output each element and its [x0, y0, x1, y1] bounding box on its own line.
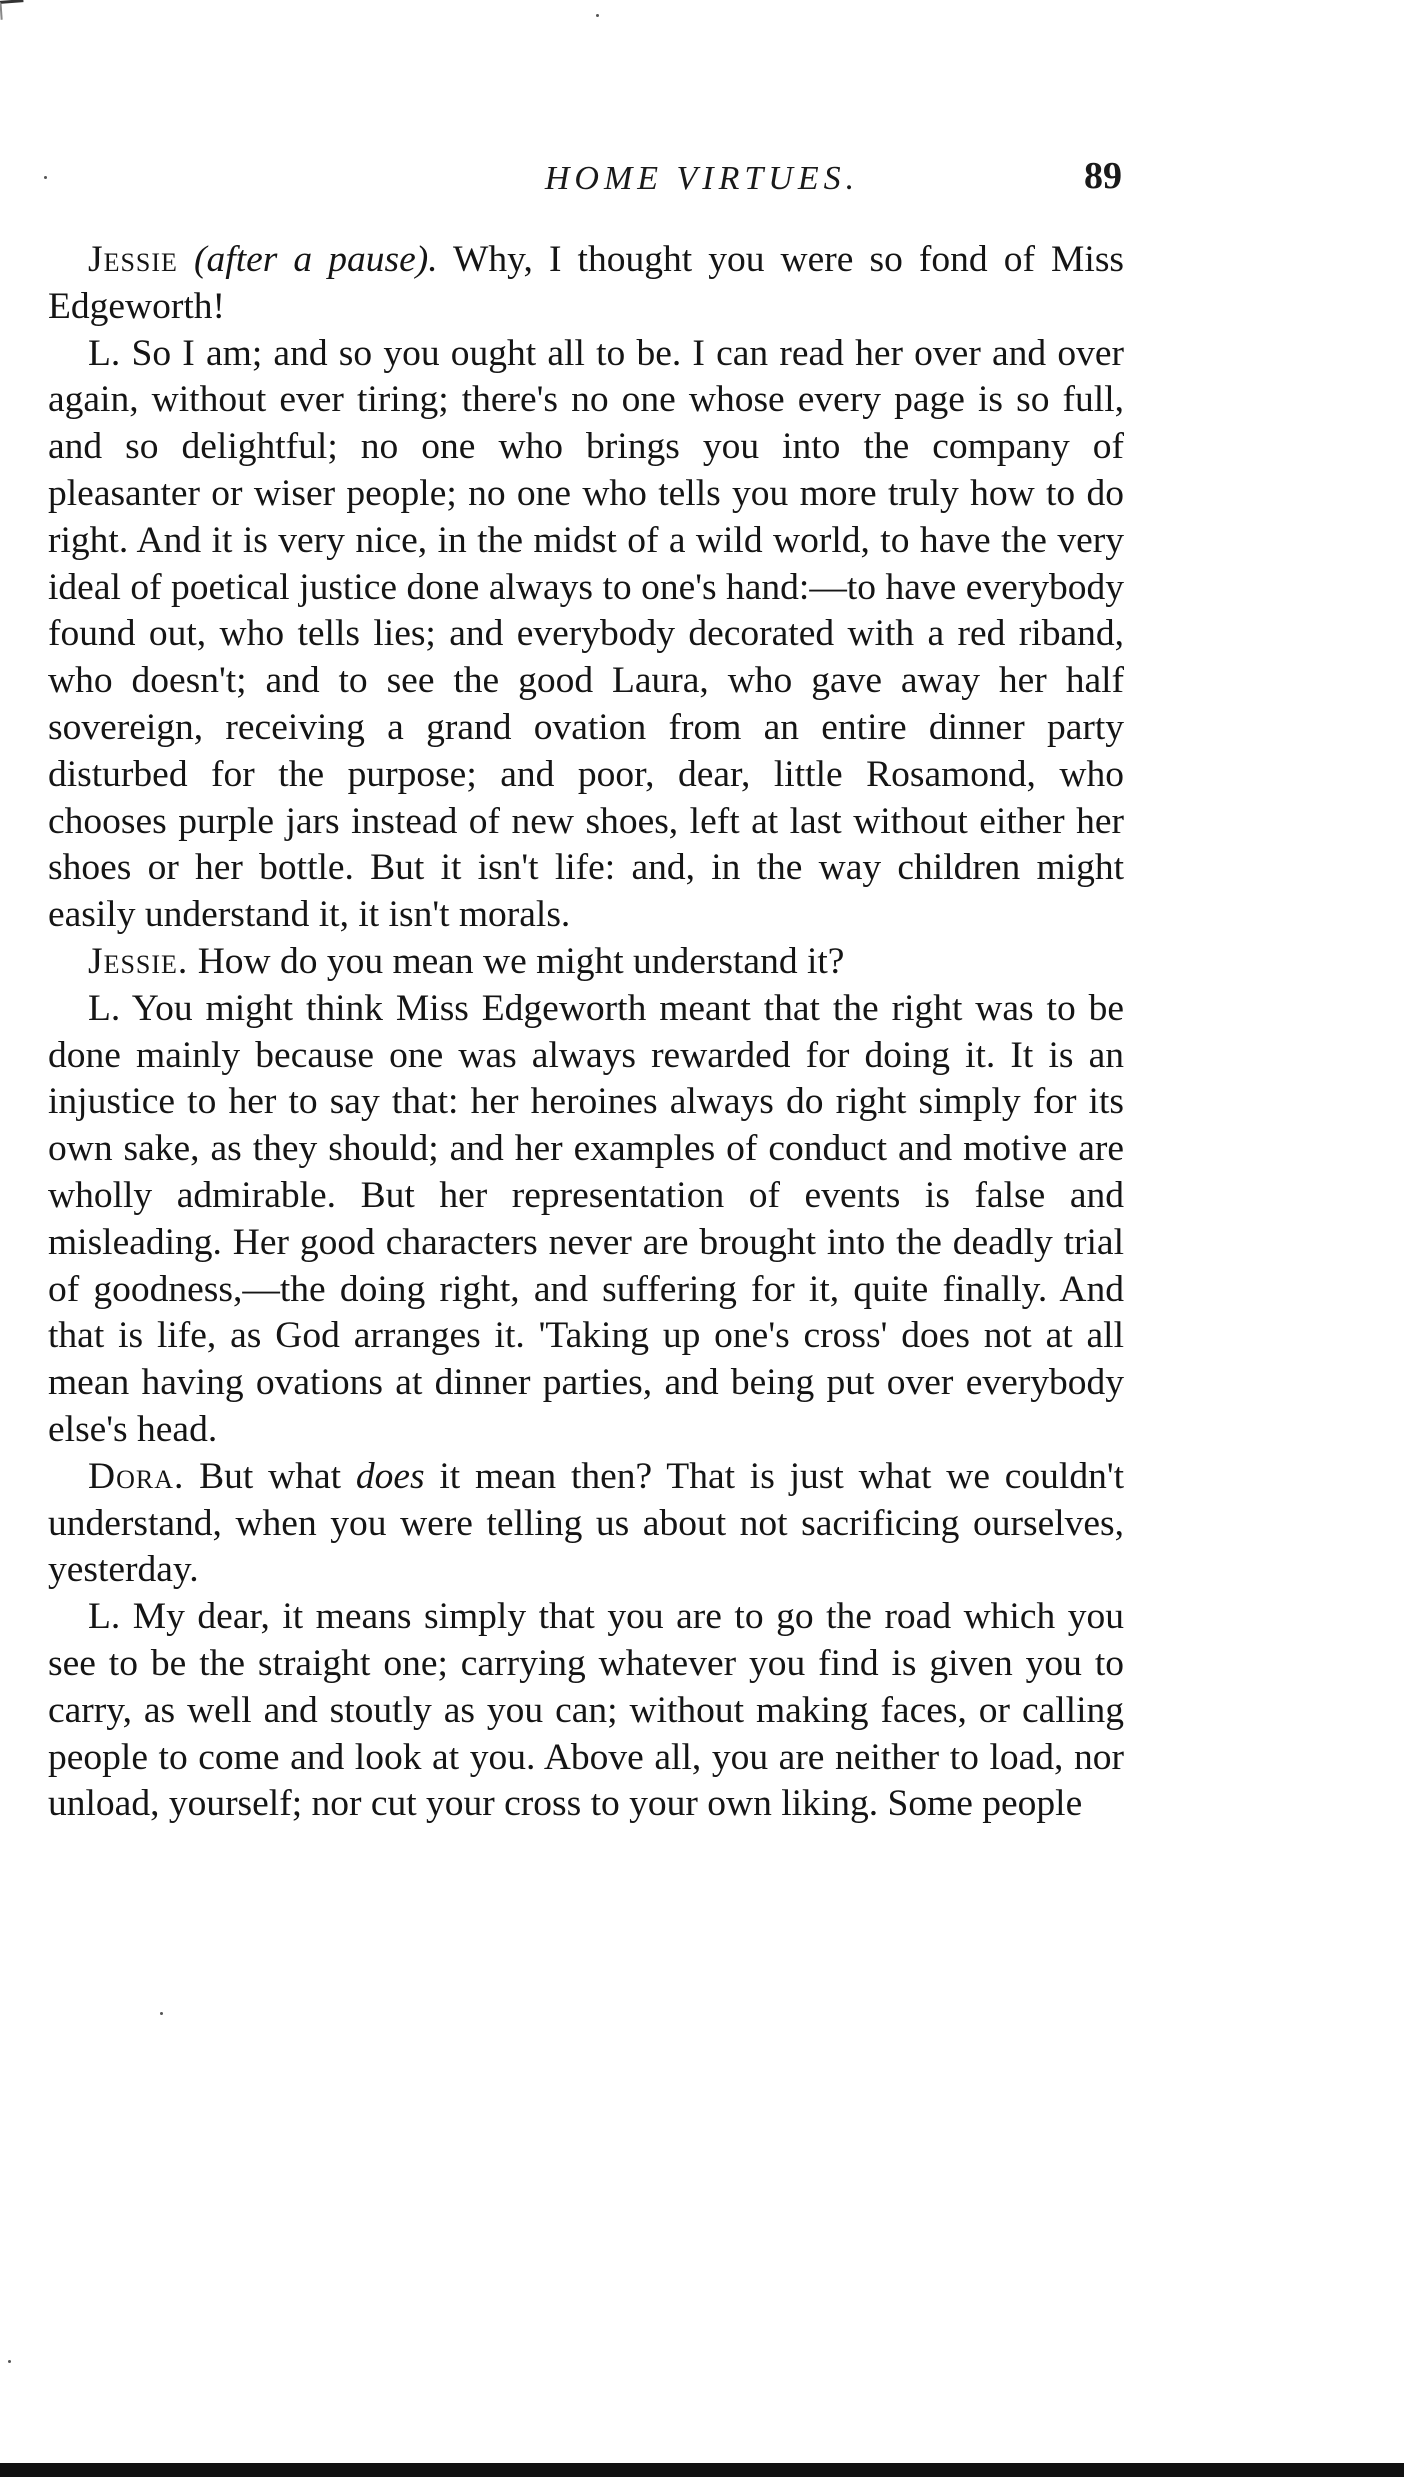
paragraph-l-3	[48, 1594, 1124, 1828]
paragraph-text: How do you mean we might understand it?	[188, 940, 845, 982]
page-speck	[44, 176, 47, 179]
speaker-name: Jessie	[88, 239, 178, 280]
page-speck	[596, 14, 599, 17]
paragraph-l-1	[48, 331, 1124, 939]
page-bottom-edge	[0, 2463, 1404, 2477]
speaker-name: Jessie.	[88, 940, 189, 982]
paragraph-dora	[48, 1454, 1124, 1594]
paragraph-jessie-2	[48, 939, 1124, 986]
speaker-name: L.	[88, 1596, 121, 1638]
paragraph-text: Why, I thought you were so fond of Miss Edgeworth!	[48, 239, 1125, 327]
running-title: HOME VIRTUES.	[544, 160, 860, 197]
page-number: 89	[1084, 155, 1122, 197]
paragraph-text: You might think Miss Edgeworth meant that the right was to be done mainly because one was always rewarded for doing it. It is an injustice to her to say that: her heroines always do right simply for its own sake, as they should; and her examples of conduct and motive are wholly admirable. But her representation of events is false and misleading. Her good characters never are brought into the deadly trial of goodness,—the doing right, and suffering for it, quite finally. And that is life, as God arranges it. 'Taking up one's cross' does not at all mean having ovations at dinner parties, and being put over everybody else's head.	[48, 987, 1124, 1450]
text-body	[48, 237, 1124, 1828]
paragraph-text: So I am; and so you ought all to be. I can read her over and over again, without ever tiring; there's no one whose every page is so full, and so delightful; no one who brings you into the company of pleasanter or wiser people; no one who tells you more truly how to do right. And it is very nice, in the midst of a wild world, to have the very ideal of poetical justice done always to one's hand:—to have everybody found out, who tells lies; and everybody decorated with a red riband, who doesn't; and to see the good Laura, who gave away her half sovereign, receiving a grand ovation from an entire dinner party disturbed for the purpose; and poor, dear, little Rosamond, who chooses purple jars instead of new shoes, left at last without either her shoes or her bottle. But it isn't life: and, in the way children might easily understand it, it isn't morals.	[48, 332, 1124, 936]
emphasis-word: does	[355, 1455, 425, 1497]
paragraph-l-2	[48, 986, 1124, 1454]
page-corner-mark	[0, 0, 25, 20]
paragraph-text: it mean then? That is just what we couldn't understand, when you were telling us about not sacrificing ourselves, yesterday.	[48, 1455, 1124, 1591]
speaker-name: Dora.	[88, 1455, 185, 1497]
page-speck	[160, 2012, 163, 2015]
paragraph-text: My dear, it means simply that you are to go the road which you see to be the straight one; carrying whatever you find is given you to carry, as well and stoutly as you can; without making faces, or calling people to come and look at you. Above all, you are neither to load, nor unload, yourself; nor cut your cross to your own liking. Some people	[48, 1596, 1124, 1825]
speaker-name: L.	[88, 332, 121, 374]
speaker-name: L.	[88, 987, 121, 1029]
paragraph-jessie-1	[48, 237, 1124, 331]
paragraph-text: But what	[184, 1455, 356, 1497]
page-speck	[8, 2360, 11, 2363]
stage-direction: (after a pause).	[194, 239, 438, 280]
page-header	[0, 155, 1404, 220]
